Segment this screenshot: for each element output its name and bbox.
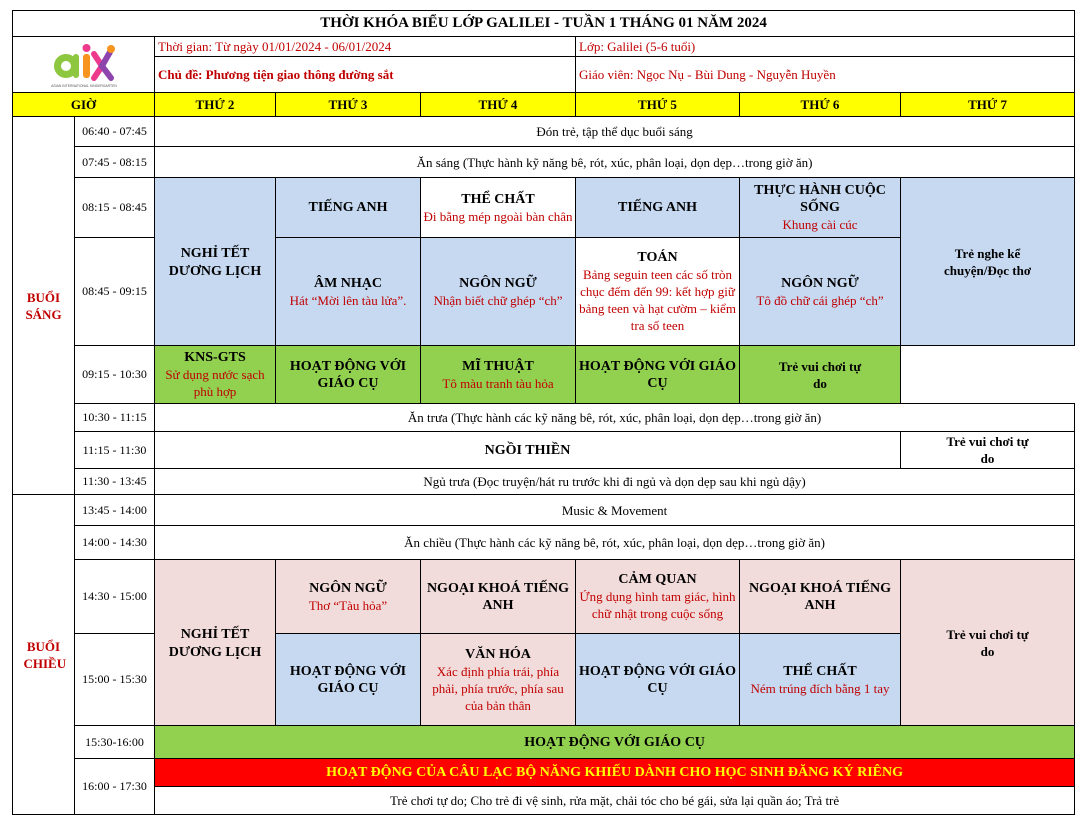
header-day-wed: THỨ 4 <box>421 93 576 117</box>
lesson-cell: NGOẠI KHOÁ TIẾNG ANH <box>740 560 901 634</box>
lesson-cell: THỰC HÀNH CUỘC SỐNG Khung cài cúc <box>740 178 901 238</box>
session-afternoon: BUỔI CHIỀU <box>13 495 75 815</box>
time-slot: 13:45 - 14:00 <box>75 495 155 526</box>
school-logo-icon <box>44 40 124 90</box>
header-time: GIỜ <box>13 93 155 117</box>
lesson-cell: MĨ THUẬT Tô màu tranh tàu hỏa <box>421 346 576 404</box>
time-slot: 09:15 - 10:30 <box>75 346 155 404</box>
time-slot: 10:30 - 11:15 <box>75 404 155 432</box>
activity-music: Music & Movement <box>155 495 1075 526</box>
schedule-table <box>12 10 1075 815</box>
time-slot: 16:00 - 17:30 <box>75 759 155 815</box>
time-slot: 07:45 - 08:15 <box>75 147 155 178</box>
time-slot: 15:00 - 15:30 <box>75 634 155 726</box>
activity-pickup: Trẻ chơi tự do; Cho trẻ đi vệ sinh, rửa mặt, chải tóc cho bé gái, sửa lại quần áo; Trả trẻ <box>155 787 1075 815</box>
free-play: Trẻ vui chơi tự do <box>740 346 901 404</box>
lesson-cell: NGOẠI KHOÁ TIẾNG ANH <box>421 560 576 634</box>
free-play: Trẻ vui chơi tự do <box>901 560 1075 726</box>
header-day-thu: THỨ 5 <box>576 93 740 117</box>
header-day-tue: THỨ 3 <box>276 93 421 117</box>
lesson-cell: ÂM NHẠC Hát “Mời lên tàu lửa”. <box>276 238 421 346</box>
time-slot: 08:45 - 09:15 <box>75 238 155 346</box>
header-day-fri: THỨ 6 <box>740 93 901 117</box>
lesson-cell: NGÔN NGỮ Nhận biết chữ ghép “ch” <box>421 238 576 346</box>
lesson-cell: NGÔN NGỮ Thơ “Tàu hỏa” <box>276 560 421 634</box>
time-slot: 11:15 - 11:30 <box>75 432 155 469</box>
club-activity-banner: HOẠT ĐỘNG CỦA CÂU LẠC BỘ NĂNG KHIẾU DÀNH CHO HỌC SINH ĐĂNG KÝ RIÊNG <box>155 759 1075 787</box>
lesson-cell: KNS-GTS Sử dụng nước sạch phù hợp <box>155 346 276 404</box>
time-slot: 06:40 - 07:45 <box>75 117 155 147</box>
lesson-cell: CẢM QUAN Ứng dụng hình tam giác, hình chữ nhật trong cuộc sống <box>576 560 740 634</box>
svg-text:ASIAN INTERNATIONAL KINDERGART: ASIAN INTERNATIONAL KINDERGARTEN <box>50 83 117 88</box>
activity-lunch: Ăn trưa (Thực hành các kỹ năng bê, rót, xúc, phân loại, dọn dẹp…trong giờ ăn) <box>155 404 1075 432</box>
lesson-cell: HOẠT ĐỘNG VỚI GIÁO CỤ <box>276 634 421 726</box>
holiday-morning: NGHỈ TẾT DƯƠNG LỊCH <box>155 178 276 346</box>
free-play: Trẻ vui chơi tự do <box>901 432 1075 469</box>
lesson-cell: TIẾNG ANH <box>576 178 740 238</box>
class-name: Lớp: Galilei (5-6 tuổi) <box>576 37 1075 57</box>
header-day-mon: THỨ 2 <box>155 93 276 117</box>
activity-arrival: Đón trẻ, tập thể dục buổi sáng <box>155 117 1075 147</box>
activity-snack: Ăn chiều (Thực hành các kỹ năng bê, rót, xúc, phân loại, dọn dẹp…trong giờ ăn) <box>155 526 1075 560</box>
lesson-cell: NGÔN NGỮ Tô đồ chữ cái ghép “ch” <box>740 238 901 346</box>
activity-montessori: HOẠT ĐỘNG VỚI GIÁO CỤ <box>155 726 1075 759</box>
lesson-cell: HOẠT ĐỘNG VỚI GIÁO CỤ <box>276 346 421 404</box>
date-range: Thời gian: Từ ngày 01/01/2024 - 06/01/2024 <box>155 37 576 57</box>
activity-meditation: NGỒI THIỀN <box>155 432 901 469</box>
lesson-cell: THỂ CHẤT Ném trúng đích bằng 1 tay <box>740 634 901 726</box>
activity-breakfast: Ăn sáng (Thực hành kỹ năng bê, rót, xúc, phân loại, dọn dẹp…trong giờ ăn) <box>155 147 1075 178</box>
page-title: THỜI KHÓA BIỂU LỚP GALILEI - TUẦN 1 THÁNG 01 NĂM 2024 <box>13 11 1075 37</box>
time-slot: 15:30-16:00 <box>75 726 155 759</box>
theme: Chủ đề: Phương tiện giao thông đường sắt <box>155 57 576 93</box>
holiday-afternoon: NGHỈ TẾT DƯƠNG LỊCH <box>155 560 276 726</box>
lesson-cell: HOẠT ĐỘNG VỚI GIÁO CỤ <box>576 634 740 726</box>
teachers: Giáo viên: Ngọc Nụ - Bùi Dung - Nguyễn Huyền <box>576 57 1075 93</box>
header-day-sat: THỨ 7 <box>901 93 1075 117</box>
saturday-story: Trẻ nghe kể chuyện/Đọc thơ <box>901 178 1075 346</box>
time-slot: 08:15 - 08:45 <box>75 178 155 238</box>
lesson-cell: THỂ CHẤT Đi bằng mép ngoài bàn chân <box>421 178 576 238</box>
lesson-cell: VĂN HÓA Xác định phía trái, phía phải, phía trước, phía sau của bản thân <box>421 634 576 726</box>
time-slot: 14:30 - 15:00 <box>75 560 155 634</box>
time-slot: 14:00 - 14:30 <box>75 526 155 560</box>
logo <box>13 37 155 93</box>
schedule-sheet <box>12 10 1075 815</box>
session-morning: BUỔI SÁNG <box>13 117 75 495</box>
lesson-cell: TIẾNG ANH <box>276 178 421 238</box>
time-slot: 11:30 - 13:45 <box>75 469 155 495</box>
activity-nap: Ngủ trưa (Đọc truyện/hát ru trước khi đi ngủ và dọn dẹp sau khi ngủ dậy) <box>155 469 1075 495</box>
lesson-cell: TOÁN Bảng seguin teen các số tròn chục đếm đến 99: kết hợp giữ bảng teen và hạt cườm – kiểm tra số teen <box>576 238 740 346</box>
lesson-cell: HOẠT ĐỘNG VỚI GIÁO CỤ <box>576 346 740 404</box>
